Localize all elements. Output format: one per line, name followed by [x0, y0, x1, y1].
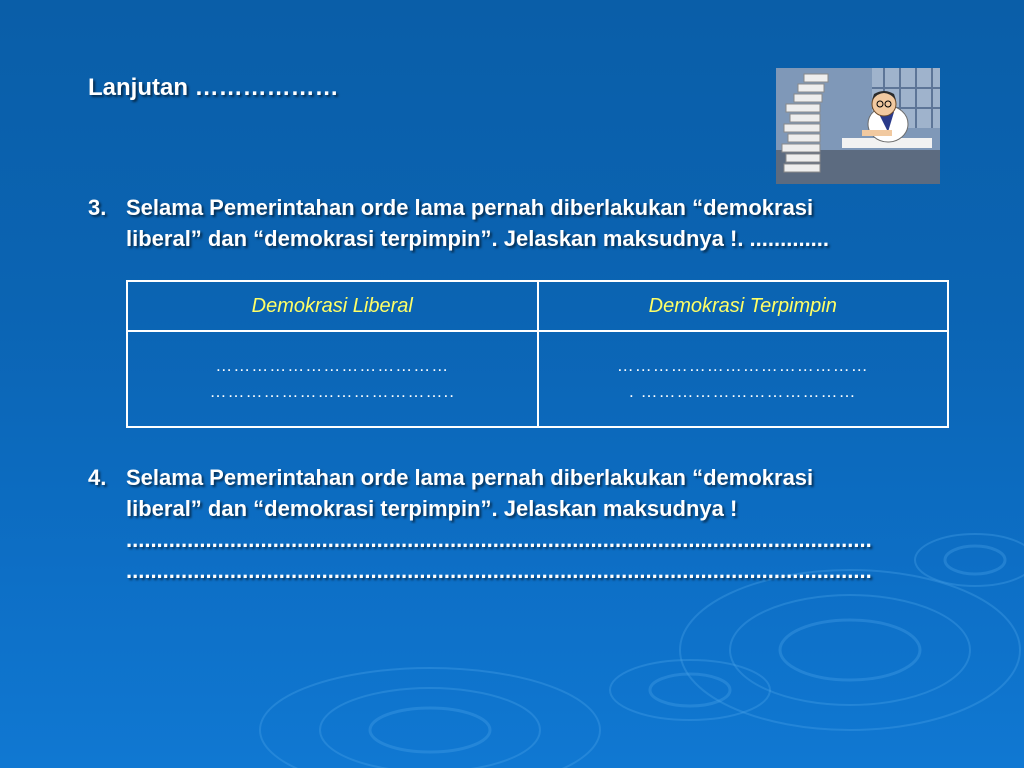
header-demokrasi-liberal: Demokrasi Liberal: [127, 281, 538, 331]
question-text-line: Selama Pemerintahan orde lama pernah diberlakukan “demokrasi: [126, 195, 814, 220]
question-3: [88, 192, 958, 254]
answer-dots-line: ..........................................................................................................................: [126, 558, 872, 583]
table-row: [127, 331, 948, 427]
answer-cell-terpimpin: [538, 331, 949, 427]
question-text-line: Selama Pemerintahan orde lama pernah diberlakukan “demokrasi: [126, 465, 814, 490]
answer-dots: . ………………………………: [629, 382, 857, 401]
comparison-table: [126, 280, 949, 428]
question-text-line: liberal” dan “demokrasi terpimpin”. Jelaskan maksudnya !. .............: [126, 226, 830, 251]
question-number: 4.: [88, 465, 107, 490]
answer-dots: ……………………………………: [616, 356, 869, 375]
answer-dots: …………………………………..: [209, 382, 455, 401]
answer-dots-line: ..........................................................................................................................: [126, 527, 872, 552]
table-header-row: [127, 281, 948, 331]
answer-cell-liberal: [127, 331, 538, 427]
answer-dots: …………………………………: [215, 356, 450, 375]
office-worker-paper-stack-icon: [776, 68, 940, 184]
slide-title: Lanjutan ………………: [88, 74, 339, 101]
question-text-line: liberal” dan “demokrasi terpimpin”. Jelaskan maksudnya !: [126, 496, 738, 521]
question-4: [88, 462, 958, 586]
question-number: 3.: [88, 195, 107, 220]
header-demokrasi-terpimpin: Demokrasi Terpimpin: [538, 281, 949, 331]
